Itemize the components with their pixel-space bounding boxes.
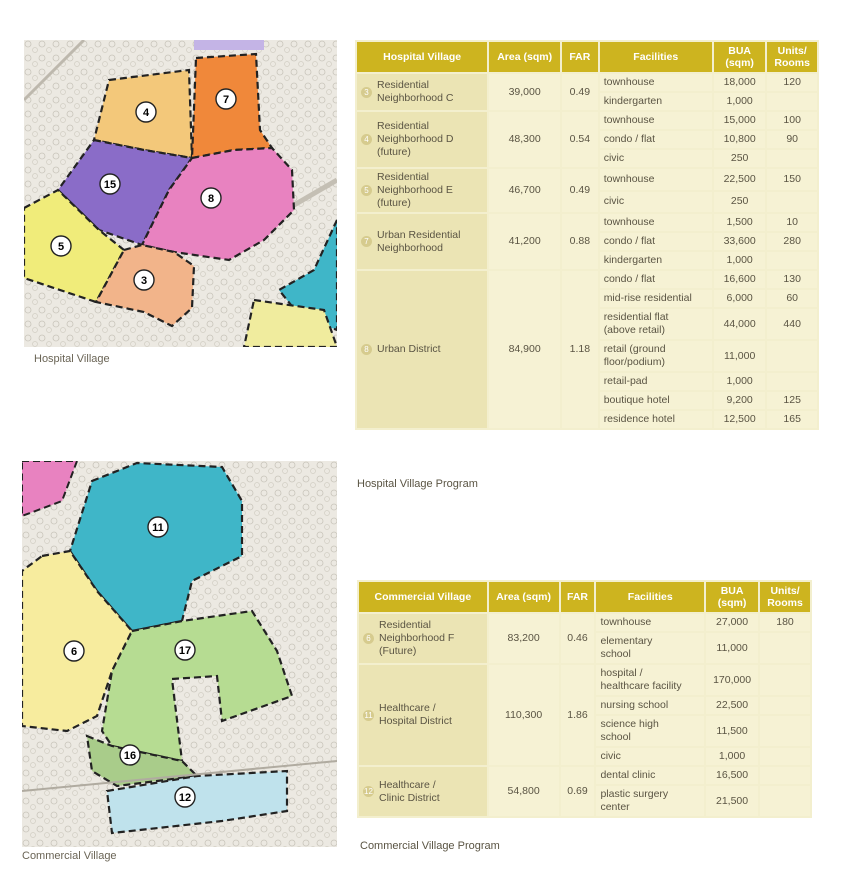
bua-cell: 170,000: [706, 665, 758, 695]
svg-text:7: 7: [222, 94, 230, 106]
bua-cell: 22,500: [714, 169, 766, 190]
facility-cell: boutique hotel: [600, 392, 712, 409]
bua-cell: 1,000: [706, 748, 758, 765]
district-number-badge: 8: [361, 344, 372, 355]
district-name: Urban District: [377, 343, 441, 355]
units-cell: 165: [767, 411, 817, 428]
units-cell: 100: [767, 112, 817, 129]
table-row: [357, 271, 817, 288]
units-cell: [767, 192, 817, 213]
commercial-village-map: [22, 461, 337, 847]
facility-cell: condo / flat: [600, 131, 712, 148]
facility-cell: condo / flat: [600, 233, 712, 250]
facility-cell: townhouse: [596, 614, 704, 631]
far-cell: 0.46: [561, 614, 595, 663]
facility-cell: retail (ground floor/podium): [600, 341, 712, 371]
units-cell: 280: [767, 233, 817, 250]
hospital-village-map: [24, 40, 337, 347]
district-name-cell: [357, 271, 487, 428]
zone-label-11: [148, 517, 168, 537]
zone-label-3: [134, 270, 154, 290]
bua-cell: 16,600: [714, 271, 766, 288]
units-cell: [767, 150, 817, 167]
area-cell: 54,800: [489, 767, 559, 816]
area-cell: 110,300: [489, 665, 559, 765]
units-cell: [760, 748, 810, 765]
bua-cell: 1,000: [714, 93, 766, 110]
zone-label-7: [216, 89, 236, 109]
header-far: FAR: [562, 42, 598, 72]
table-row: [357, 214, 817, 231]
units-cell: [760, 697, 810, 714]
svg-text:3: 3: [140, 275, 148, 287]
header-facilities: Facilities: [600, 42, 712, 72]
area-cell: 39,000: [489, 74, 560, 110]
bua-cell: 11,500: [706, 716, 758, 746]
units-cell: 150: [767, 169, 817, 190]
units-cell: 125: [767, 392, 817, 409]
district-number-badge: 6: [363, 633, 374, 644]
header-units: Units/ Rooms: [760, 582, 810, 612]
bua-cell: 21,500: [706, 786, 758, 816]
bua-cell: 250: [714, 192, 766, 213]
bua-cell: 33,600: [714, 233, 766, 250]
header-village: Commercial Village: [359, 582, 487, 612]
facility-cell: townhouse: [600, 74, 712, 91]
svg-text:11: 11: [152, 522, 164, 534]
area-cell: 41,200: [489, 214, 560, 269]
header-units: Units/ Rooms: [767, 42, 817, 72]
table-header-row: [357, 42, 817, 72]
bua-cell: 18,000: [714, 74, 766, 91]
zone-label-12: [175, 787, 195, 807]
district-name-cell: [357, 112, 487, 167]
bua-cell: 27,000: [706, 614, 758, 631]
hospital-program-table: [355, 40, 819, 430]
header-bua: BUA (sqm): [706, 582, 758, 612]
units-cell: [760, 633, 810, 663]
facility-cell: townhouse: [600, 214, 712, 231]
svg-text:4: 4: [142, 107, 150, 119]
area-cell: 84,900: [489, 271, 560, 428]
bua-cell: 11,000: [706, 633, 758, 663]
table-row: [359, 614, 810, 631]
district-number-badge: 5: [361, 185, 372, 196]
far-cell: 1.18: [562, 271, 598, 428]
district-number-badge: 12: [364, 787, 373, 796]
district-name-cell: [357, 169, 487, 212]
far-cell: 0.49: [562, 74, 598, 110]
district-number-badge: 7: [361, 236, 372, 247]
table-header-row: [359, 582, 810, 612]
facility-cell: mid-rise residential: [600, 290, 712, 307]
commercial-village-map-label: Commercial Village: [22, 850, 117, 862]
facility-cell: retail-pad: [600, 373, 712, 390]
district-name: Healthcare / Hospital District: [379, 702, 452, 727]
hospital-program-caption: Hospital Village Program: [357, 478, 478, 490]
bua-cell: 10,800: [714, 131, 766, 148]
units-cell: 180: [760, 614, 810, 631]
district-name-cell: [357, 214, 487, 269]
zone-label-8: [201, 188, 221, 208]
facility-cell: kindergarten: [600, 93, 712, 110]
header-far: FAR: [561, 582, 595, 612]
district-name: Urban Residential Neighborhood: [377, 228, 461, 254]
units-cell: [760, 767, 810, 784]
header-area: Area (sqm): [489, 42, 560, 72]
units-cell: 130: [767, 271, 817, 288]
svg-text:16: 16: [123, 750, 137, 762]
units-cell: [767, 93, 817, 110]
commercial-village-program: [357, 580, 812, 818]
units-cell: [760, 786, 810, 816]
facility-cell: civic: [596, 748, 704, 765]
units-cell: [767, 341, 817, 371]
facility-cell: civic: [600, 150, 712, 167]
svg-text:17: 17: [178, 645, 192, 657]
bua-cell: 12,500: [714, 411, 766, 428]
district-name: Residential Neighborhood C: [377, 79, 454, 104]
facility-cell: nursing school: [596, 697, 704, 714]
commercial-program-table: [357, 580, 812, 818]
hospital-village-program: [355, 40, 819, 430]
district-name: Residential Neighborhood D (future): [377, 120, 454, 158]
area-cell: 46,700: [489, 169, 560, 212]
bua-cell: 250: [714, 150, 766, 167]
facility-cell: plastic surgery center: [596, 786, 704, 816]
units-cell: [767, 252, 817, 269]
district-number-badge: 4: [361, 134, 372, 145]
district-name-cell: [359, 665, 487, 765]
table-row: [359, 767, 810, 784]
district-name: Residential Neighborhood E (future): [377, 171, 453, 209]
bua-cell: 11,000: [714, 341, 766, 371]
bua-cell: 6,000: [714, 290, 766, 307]
far-cell: 1.86: [561, 665, 595, 765]
facility-cell: condo / flat: [600, 271, 712, 288]
bua-cell: 22,500: [706, 697, 758, 714]
facility-cell: townhouse: [600, 169, 712, 190]
far-cell: 0.69: [561, 767, 595, 816]
district-name-cell: [357, 74, 487, 110]
commercial-program-caption: Commercial Village Program: [360, 840, 500, 852]
units-cell: 120: [767, 74, 817, 91]
header-village: Hospital Village: [357, 42, 487, 72]
table-row: [357, 112, 817, 129]
units-cell: 440: [767, 309, 817, 339]
far-cell: 0.49: [562, 169, 598, 212]
units-cell: [767, 373, 817, 390]
table-row: [359, 665, 810, 695]
zone-label-17: [175, 640, 195, 660]
table-row: [357, 169, 817, 190]
units-cell: 60: [767, 290, 817, 307]
facility-cell: civic: [600, 192, 712, 213]
hospital-village-map-label: Hospital Village: [34, 353, 110, 365]
header-bua: BUA (sqm): [714, 42, 766, 72]
bua-cell: 9,200: [714, 392, 766, 409]
bua-cell: 44,000: [714, 309, 766, 339]
header-area: Area (sqm): [489, 582, 559, 612]
district-name-cell: [359, 614, 487, 663]
facility-cell: hospital / healthcare facility: [596, 665, 704, 695]
units-cell: [760, 665, 810, 695]
header-facilities: Facilities: [596, 582, 704, 612]
district-number-badge: 11: [364, 710, 373, 720]
svg-text:12: 12: [178, 792, 192, 804]
zone-label-4: [136, 102, 156, 122]
facility-cell: elementary school: [596, 633, 704, 663]
district-name: Residential Neighborhood F (Future): [379, 619, 455, 657]
facility-cell: science high school: [596, 716, 704, 746]
table-row: [357, 74, 817, 91]
facility-cell: kindergarten: [600, 252, 712, 269]
far-cell: 0.54: [562, 112, 598, 167]
zone-label-15: [100, 174, 120, 194]
units-cell: 90: [767, 131, 817, 148]
district-name-cell: [359, 767, 487, 816]
zone-label-5: [51, 236, 71, 256]
units-cell: 10: [767, 214, 817, 231]
zone-label-16: [120, 745, 140, 765]
area-cell: 83,200: [489, 614, 559, 663]
bua-cell: 1,000: [714, 252, 766, 269]
facility-cell: residence hotel: [600, 411, 712, 428]
svg-text:8: 8: [207, 193, 215, 205]
area-cell: 48,300: [489, 112, 560, 167]
svg-text:6: 6: [70, 646, 78, 658]
svg-text:15: 15: [103, 179, 117, 191]
district-number-badge: 3: [361, 87, 372, 98]
bua-cell: 15,000: [714, 112, 766, 129]
bua-cell: 1,000: [714, 373, 766, 390]
bua-cell: 16,500: [706, 767, 758, 784]
bua-cell: 1,500: [714, 214, 766, 231]
units-cell: [760, 716, 810, 746]
zone-label-6: [64, 641, 84, 661]
facility-cell: dental clinic: [596, 767, 704, 784]
far-cell: 0.88: [562, 214, 598, 269]
facility-cell: residential flat (above retail): [600, 309, 712, 339]
svg-text:5: 5: [57, 241, 65, 253]
facility-cell: townhouse: [600, 112, 712, 129]
district-name: Healthcare / Clinic District: [379, 778, 440, 804]
